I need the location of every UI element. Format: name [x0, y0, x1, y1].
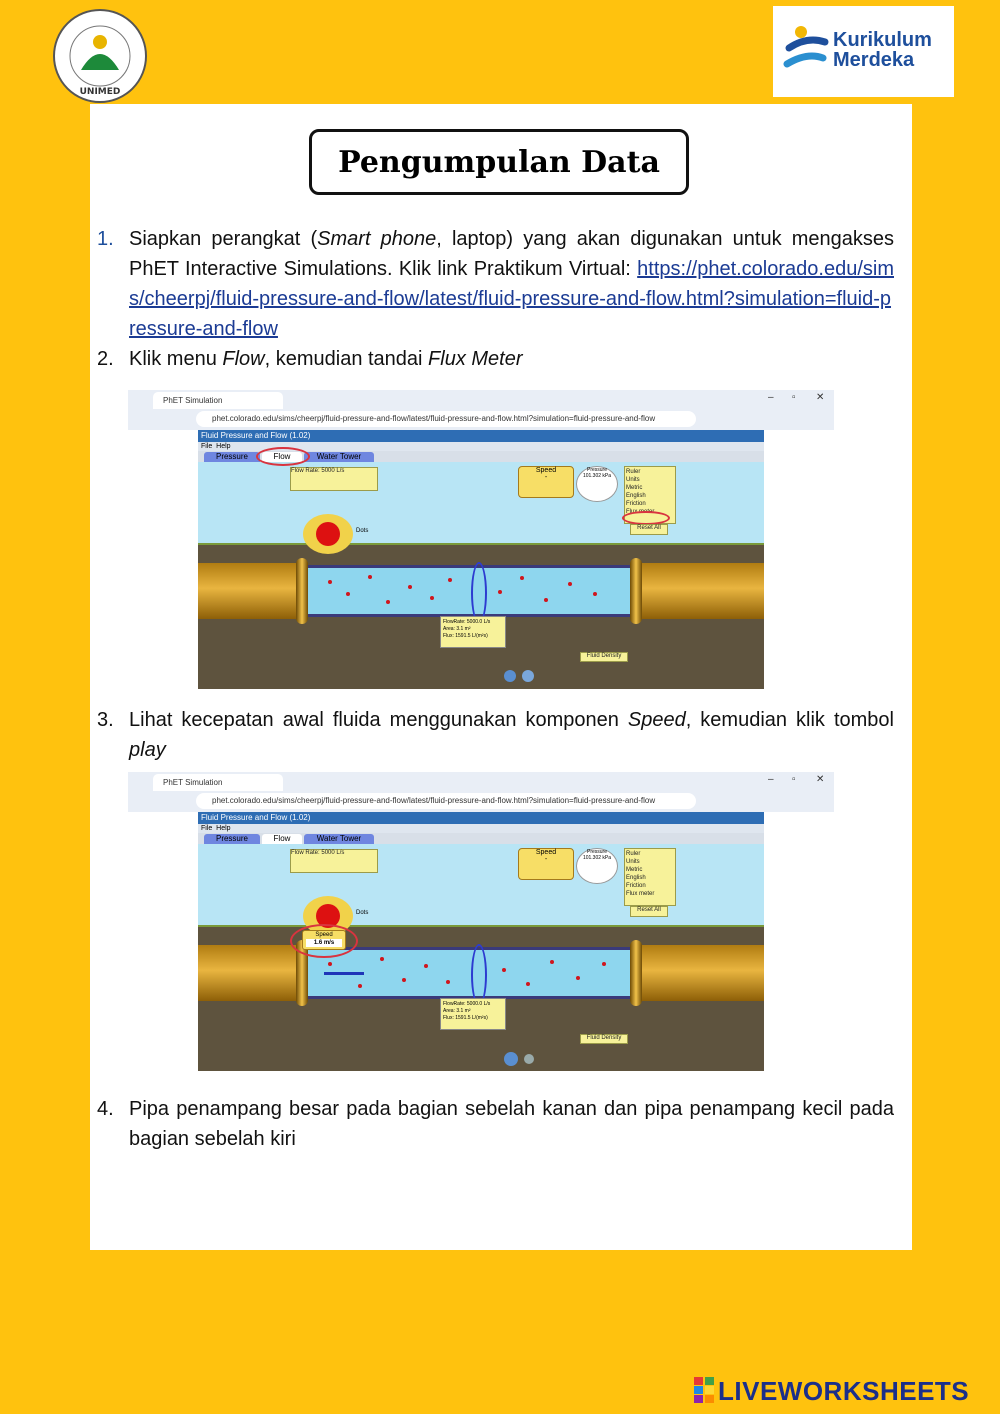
flow-rate-unit: L/s: [336, 468, 345, 474]
pipe-right: [638, 563, 764, 619]
unimed-logo: [47, 8, 153, 104]
sim-menu-bar: [198, 824, 764, 833]
speed-probe-label: Speed: [315, 932, 333, 938]
sim-title-bar: Fluid Pressure and Flow (1.02): [198, 430, 764, 442]
browser-tab[interactable]: PhET Simulation: [153, 392, 283, 409]
flux-meter-ring[interactable]: [471, 562, 487, 624]
dots-checkbox[interactable]: Dots: [356, 910, 369, 916]
step-number: 1.: [97, 228, 114, 250]
metric-radio[interactable]: Metric: [626, 485, 643, 491]
flow-rate-panel: [290, 849, 378, 873]
fluid-dot: [544, 598, 548, 602]
flux-meter-ring[interactable]: [471, 944, 487, 1006]
ruler-checkbox[interactable]: Ruler: [626, 469, 641, 475]
step-text: Lihat kecepatan awal fluida menggunakan komponen: [129, 709, 628, 731]
pressure-label: Pressure: [586, 849, 607, 855]
tab-pressure[interactable]: Pressure: [204, 834, 260, 844]
flow-rate-unit: L/s: [336, 850, 345, 856]
liveworksheets-brand: [694, 1376, 969, 1407]
step-1: [97, 224, 894, 344]
pressure-gauge[interactable]: [576, 466, 618, 502]
menu-help[interactable]: Help: [216, 443, 231, 450]
flux-flowrate: FlowRate: 5000.0 L/s: [443, 619, 491, 625]
fluid-dot: [430, 596, 434, 600]
fluid-dot: [448, 578, 452, 582]
highlight-speed-probe: [290, 924, 358, 958]
metric-radio[interactable]: Metric: [626, 867, 643, 873]
speed-value: -: [544, 474, 548, 481]
fluid-dot: [568, 582, 572, 586]
highlight-flow-tab: [256, 447, 310, 466]
friction-checkbox[interactable]: Friction: [626, 501, 646, 507]
valve-red-button[interactable]: [316, 522, 340, 546]
logo-text-merdeka: Merdeka: [833, 49, 915, 71]
browser-chrome: [128, 390, 834, 430]
pipe-right: [638, 945, 764, 1001]
flux-area: Area: 3.1 m²: [443, 626, 471, 632]
flow-rate-panel: [290, 467, 378, 491]
units-label: Units: [626, 859, 640, 865]
screenshot-speed-play: [128, 772, 834, 1071]
fluid-dot: [408, 585, 412, 589]
phet-simulation: [198, 812, 764, 1071]
page-title: Pengumpulan Data: [309, 129, 689, 195]
fluid-dot: [526, 982, 530, 986]
flux-meter-checkbox[interactable]: Flux meter: [626, 891, 655, 897]
fluid-dot: [520, 576, 524, 580]
svg-text:UNIMED: UNIMED: [79, 87, 121, 97]
step-text-italic: Flux Meter: [428, 348, 523, 370]
pipe-handle-right[interactable]: [630, 940, 642, 1006]
speed-value: -: [544, 856, 548, 863]
browser-chrome: [128, 772, 834, 812]
menu-file[interactable]: File: [201, 443, 213, 450]
sim-title-bar: Fluid Pressure and Flow (1.02): [198, 812, 764, 824]
step-text-italic: Speed: [627, 709, 686, 731]
screenshot-flow-tab: [128, 390, 834, 689]
flow-rate-label: Flow Rate:: [291, 468, 320, 474]
liveworksheets-icon: [694, 1377, 714, 1403]
fluid-density-button[interactable]: Fluid Density: [580, 652, 628, 662]
minimize-icon[interactable]: –: [768, 774, 774, 785]
step-text-italic: Smart phone: [317, 228, 437, 250]
pipe-handle-left[interactable]: [296, 558, 308, 624]
flux-value: Flux: 1591.5 L/(m²s): [443, 1015, 488, 1021]
step-text-italic: Flow: [222, 348, 265, 370]
dots-checkbox[interactable]: Dots: [356, 528, 369, 534]
step-number: 2.: [97, 348, 114, 370]
pipe-middle: [298, 565, 638, 617]
step-number: 3.: [97, 709, 114, 731]
pipe-left: [198, 945, 298, 1001]
velocity-arrow-icon: [324, 972, 364, 975]
fluid-dot: [446, 980, 450, 984]
friction-checkbox[interactable]: Friction: [626, 883, 646, 889]
fluid-dot: [368, 575, 372, 579]
menu-file[interactable]: File: [201, 825, 213, 832]
tab-flow[interactable]: Flow: [262, 834, 302, 844]
step-text: , laptop) yang akan digunakan untuk mengakses PhET Interactive Simulations. Klik link Praktikum Virtual:: [129, 228, 894, 280]
tab-water-tower[interactable]: Water Tower: [304, 834, 374, 844]
pressure-value: 101.302 kPa: [582, 473, 612, 479]
step-3: [97, 705, 894, 765]
step-text: , kemudian tandai: [264, 348, 429, 370]
fluid-dot: [498, 590, 502, 594]
step-text: Pipa penampang besar pada bagian sebelah kanan dan pipa penampang kecil pada bagian sebelah kiri: [129, 1098, 894, 1150]
flux-readout: [440, 616, 506, 648]
play-icon[interactable]: [504, 670, 516, 682]
ruler-checkbox[interactable]: Ruler: [626, 851, 641, 857]
step-text: Siapkan perangkat (: [129, 228, 318, 250]
fluid-dot: [358, 984, 362, 988]
pipe-left: [198, 563, 298, 619]
step-text: , kemudian klik tombol: [685, 709, 894, 731]
pressure-label: Pressure: [586, 467, 607, 473]
fluid-dot: [380, 957, 384, 961]
restore-icon[interactable]: ▫: [792, 774, 796, 785]
fluid-dot: [346, 592, 350, 596]
flux-readout: [440, 998, 506, 1030]
english-radio[interactable]: English: [626, 875, 646, 881]
phet-link[interactable]: https://phet.colorado.edu/sims/cheerpj/fluid-pressure-and-flow/latest/fluid-pressure-and-flow.html?simulation=fluid-pressure-and-flow: [129, 258, 894, 340]
speed-probe-value: 1.6 m/s: [306, 939, 342, 947]
minimize-icon[interactable]: –: [768, 392, 774, 403]
url-bar[interactable]: phet.colorado.edu/sims/cheerpj/fluid-pressure-and-flow/latest/fluid-pressure-and-flow.html?simulation=fluid-pressure-and-flow: [196, 411, 696, 427]
pipe-handle-right[interactable]: [630, 558, 642, 624]
fluid-dot: [550, 960, 554, 964]
fluid-dot: [328, 580, 332, 584]
speed-label: Speed: [535, 849, 557, 856]
step-text: Klik menu: [129, 348, 223, 370]
kurikulum-merdeka-logo: [773, 6, 954, 97]
liveworksheets-text: LIVEWORKSHEETS: [718, 1376, 970, 1406]
options-panel: [624, 848, 676, 906]
step-text-italic: play: [129, 739, 166, 761]
fluid-dot: [402, 978, 406, 982]
highlight-flux-meter: [622, 511, 670, 525]
fluid-dot: [424, 964, 428, 968]
browser-tab[interactable]: PhET Simulation: [153, 774, 283, 791]
fluid-density-button[interactable]: Fluid Density: [580, 1034, 628, 1044]
menu-help[interactable]: Help: [216, 825, 231, 832]
step-number: 4.: [97, 1098, 114, 1120]
tab-water-tower[interactable]: Water Tower: [304, 452, 374, 462]
reset-all-button[interactable]: Reset All: [630, 906, 668, 917]
step-icon[interactable]: [522, 670, 534, 682]
fluid-dot: [502, 968, 506, 972]
speed-meter[interactable]: [518, 848, 574, 880]
fluid-dot: [328, 962, 332, 966]
fluid-dot: [386, 600, 390, 604]
english-radio[interactable]: English: [626, 493, 646, 499]
phet-simulation: [198, 430, 764, 689]
step-icon[interactable]: [524, 1054, 534, 1064]
flux-value: Flux: 1591.5 L/(m²s): [443, 633, 488, 639]
speed-meter[interactable]: [518, 466, 574, 498]
sim-tabs: [198, 833, 764, 844]
flow-rate-value[interactable]: 5000: [321, 850, 335, 856]
flow-rate-label: Flow Rate:: [291, 850, 320, 856]
faucet-valve[interactable]: [303, 514, 353, 554]
fluid-dot: [593, 592, 597, 596]
close-icon[interactable]: ✕: [816, 774, 825, 785]
tab-flow[interactable]: Flow: [262, 452, 302, 462]
pause-icon[interactable]: [504, 1052, 518, 1066]
flux-flowrate: FlowRate: 5000.0 L/s: [443, 1001, 491, 1007]
step-4: [97, 1094, 894, 1154]
pressure-value: 101.302 kPa: [582, 855, 612, 861]
step-2: [97, 344, 894, 374]
flux-area: Area: 3.1 m²: [443, 1008, 471, 1014]
speed-label: Speed: [535, 467, 557, 474]
restore-icon[interactable]: ▫: [792, 392, 796, 403]
units-label: Units: [626, 477, 640, 483]
tab-pressure[interactable]: Pressure: [204, 452, 260, 462]
pressure-gauge[interactable]: [576, 848, 618, 884]
logo-text-kurikulum: Kurikulum: [833, 29, 932, 51]
flow-rate-value[interactable]: 5000: [321, 468, 335, 474]
fluid-dot: [576, 976, 580, 980]
url-bar[interactable]: phet.colorado.edu/sims/cheerpj/fluid-pressure-and-flow/latest/fluid-pressure-and-flow.html?simulation=fluid-pressure-and-flow: [196, 793, 696, 809]
reset-all-button[interactable]: Reset All: [630, 524, 668, 535]
flux-meter-checkbox[interactable]: Flux meter: [626, 509, 655, 515]
close-icon[interactable]: ✕: [816, 392, 825, 403]
fluid-dot: [602, 962, 606, 966]
